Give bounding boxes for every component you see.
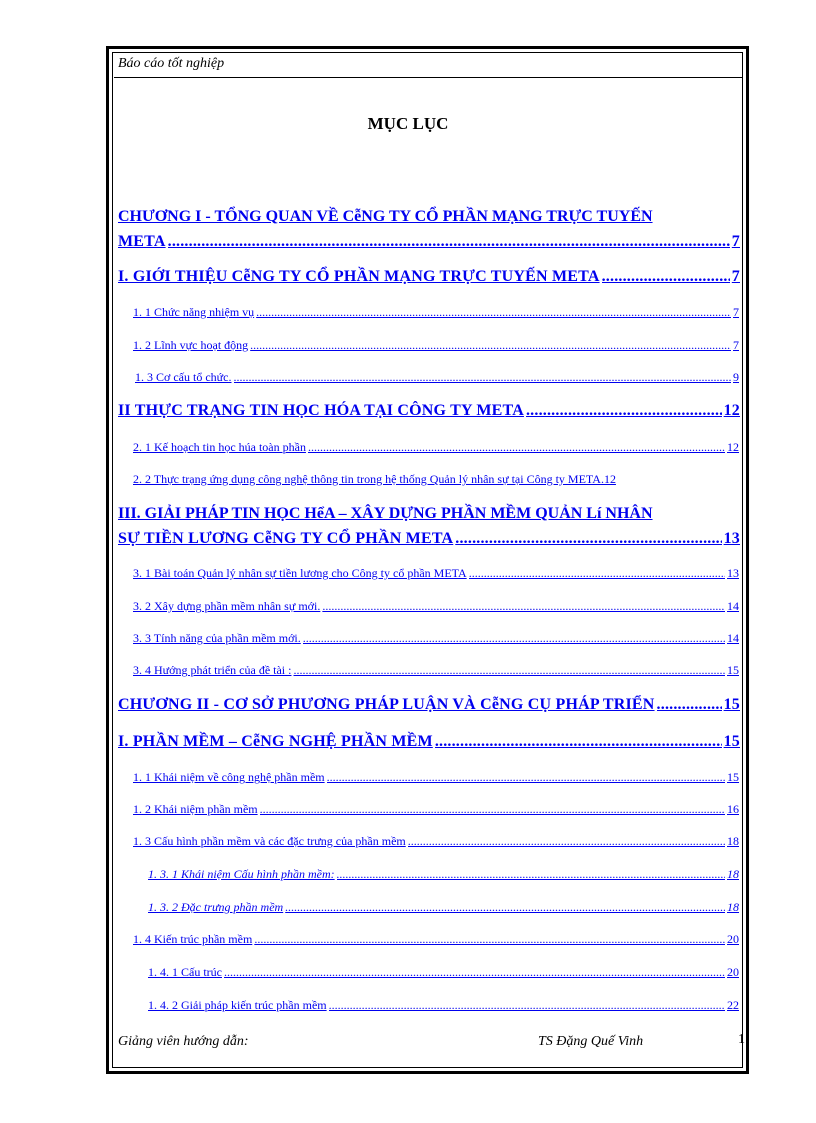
- toc-entry-section-3-cont[interactable]: [118, 530, 740, 548]
- toc-entry-label: I. GIỚI THIỆU CễNG TY CỔ PHẦN MẠNG TRỰC TUYẾN META: [118, 268, 600, 285]
- toc-entry-subsection[interactable]: [133, 566, 739, 581]
- toc-entry-subsection[interactable]: [133, 932, 739, 947]
- toc-entry-subsection[interactable]: [133, 663, 739, 678]
- toc-entry-subsection[interactable]: [133, 440, 739, 455]
- toc-entry-label: 1. 4. 2 Giải pháp kiến trúc phần mềm: [148, 998, 327, 1012]
- toc-page-number: 15: [723, 733, 740, 750]
- toc-entry-label: 3. 4 Hướng phát triển của đề tài :: [133, 663, 292, 677]
- toc-page-number: 22: [727, 998, 739, 1012]
- toc-page-number: 9: [733, 370, 739, 384]
- toc-entry-subsection[interactable]: [133, 305, 739, 320]
- toc-entry-label: SỰ TIỀN LƯƠNG CễNG TY CỔ PHẦN META: [118, 530, 454, 547]
- toc-entry-label: 1. 1 Khái niệm về công nghệ phần mềm: [133, 770, 325, 784]
- toc-entry-label: CHƯƠNG I - TỔNG QUAN VỀ CễNG TY CỔ PHẦN MẠNG TRỰC TUYẾN: [118, 208, 653, 225]
- toc-entry-subsection[interactable]: [133, 834, 739, 849]
- toc-entry-label: 1. 1 Chức năng nhiệm vụ: [133, 305, 255, 319]
- toc-title: MỤC LỤC: [367, 114, 449, 133]
- toc-entry-label: 1. 4 Kiến trúc phần mềm: [133, 932, 253, 946]
- toc-entry-label: 1. 3. 1 Khái niệm Cấu hình phần mềm:: [148, 867, 335, 881]
- toc-entry-label: 1. 4. 1 Cấu trúc: [148, 965, 222, 979]
- toc-entry-label: 3. 2 Xây dựng phần mềm nhân sự mới.: [133, 599, 321, 613]
- toc-entry-label: II THỰC TRẠNG TIN HỌC HÓA TẠI CÔNG TY META: [118, 402, 524, 419]
- toc-page-number: 15: [727, 770, 739, 784]
- toc-page-number: .12: [600, 472, 616, 486]
- toc-entry-label: META: [118, 233, 166, 250]
- toc-entry-subsubsection[interactable]: [148, 998, 739, 1013]
- toc-entry-label: 1. 3 Cấu hình phần mềm và các đặc trưng của phần mềm: [133, 834, 406, 848]
- page-number: 1: [738, 1032, 745, 1047]
- toc-entry-label: I. PHẦN MỀM – CễNG NGHỆ PHẦN MỀM: [118, 733, 433, 750]
- toc-page-number: 15: [723, 696, 740, 713]
- toc-entry-label: 1. 3. 2 Đặc trưng phần mềm: [148, 900, 284, 914]
- toc-page-number: 12: [727, 440, 739, 454]
- toc-entry-label: CHƯƠNG II - CƠ SỞ PHƯƠNG PHÁP LUẬN VÀ CễNG CỤ PHÁP TRIỂN: [118, 696, 655, 713]
- toc-entry-label: 3. 3 Tính năng của phần mềm mới.: [133, 631, 301, 645]
- toc-entry-section[interactable]: [118, 402, 740, 420]
- toc-entry-label: III. GIẢI PHÁP TIN HỌC HểA – XÂY DỰNG PHẦN MỀM QUẢN Lí NHÂN: [118, 505, 653, 522]
- toc-entry-label: 2. 1 Kế hoạch tin học húa toàn phần: [133, 440, 306, 454]
- toc-entry-chapter-1-cont[interactable]: [118, 233, 740, 251]
- toc-entry-label: 1. 2 Khái niệm phần mềm: [133, 802, 258, 816]
- toc-page-number: 7: [733, 305, 739, 319]
- toc-entry-subsection[interactable]: [133, 599, 739, 614]
- toc-entry-subsection[interactable]: [133, 631, 739, 646]
- toc-entry-chapter-1[interactable]: [118, 208, 653, 226]
- toc-page-number: 7: [731, 233, 740, 250]
- toc-entry-subsection[interactable]: [133, 802, 739, 817]
- toc-entry-subsection[interactable]: [133, 472, 739, 487]
- footer-advisor-label: Giảng viên hướng dẫn:: [118, 1034, 249, 1049]
- toc-page-number: 13: [723, 530, 740, 547]
- toc-page-number: 20: [727, 965, 739, 979]
- toc-entry-subsubsection[interactable]: [148, 900, 739, 915]
- toc-entry-subsubsection[interactable]: [148, 867, 739, 882]
- toc-page-number: 16: [727, 802, 739, 816]
- footer-advisor-name: TS Đặng Quế Vinh: [538, 1034, 644, 1049]
- toc-entry-chapter-2[interactable]: [118, 696, 740, 714]
- toc-page-number: 14: [727, 599, 739, 613]
- toc-page-number: 18: [727, 834, 739, 848]
- toc-entry-subsection[interactable]: [133, 770, 739, 785]
- toc-entry-section-3[interactable]: [118, 505, 653, 523]
- toc-entry-label: 1. 3 Cơ cấu tổ chức.: [135, 370, 232, 384]
- toc-entry-subsubsection[interactable]: [148, 965, 739, 980]
- toc-entry-subsection[interactable]: [135, 370, 739, 385]
- toc-entry-section[interactable]: [118, 268, 740, 286]
- toc-page-number: 15: [727, 663, 739, 677]
- toc-page-number: 13: [727, 566, 739, 580]
- toc-page-number: 18: [727, 900, 739, 914]
- toc-page-number: 12: [723, 402, 740, 419]
- toc-page-number: 7: [731, 268, 740, 285]
- running-header: Báo cáo tốt nghiệp: [118, 56, 225, 71]
- toc-entry-label: 1. 2 Lĩnh vực hoạt động: [133, 338, 249, 352]
- toc-page-number: 7: [733, 338, 739, 352]
- toc-entry-label: 2. 2 Thực trạng ứng dụng công nghệ thông tin trong hệ thống Quản lý nhân sự tại Công ty META: [133, 472, 601, 486]
- toc-entry-section[interactable]: [118, 733, 740, 751]
- toc-page-number: 20: [727, 932, 739, 946]
- toc-page-number: 14: [727, 631, 739, 645]
- toc-page-number: 18: [727, 867, 739, 881]
- toc-entry-label: 3. 1 Bài toán Quản lý nhân sự tiền lương cho Công ty cổ phần META: [133, 566, 467, 580]
- toc-entry-subsection[interactable]: [133, 338, 739, 353]
